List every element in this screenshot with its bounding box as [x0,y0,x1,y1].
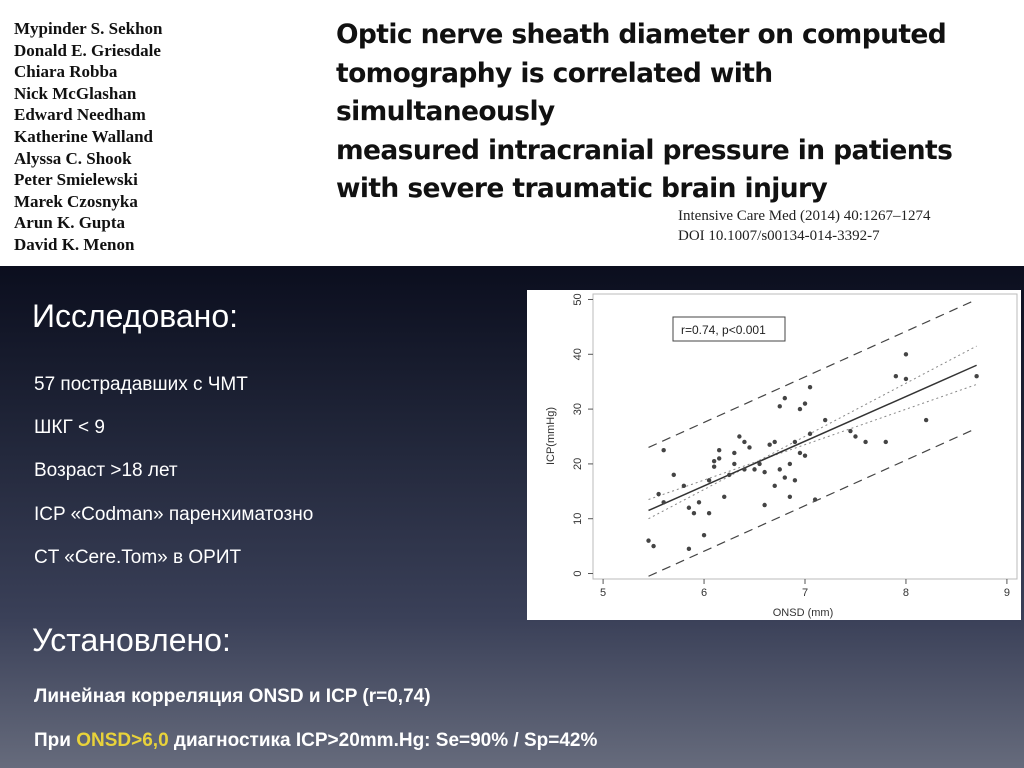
y-tick-label: 50 [572,293,584,306]
data-point [646,538,650,542]
journal-reference: Intensive Care Med (2014) 40:1267–1274 [678,208,931,224]
studied-item: ШКГ < 9 [34,417,105,438]
author-name: Arun K. Gupta [14,213,125,233]
y-axis-label: ICP(mmHg) [545,406,557,466]
y-tick-label: 30 [572,402,584,416]
data-point [813,497,817,501]
finding-suffix: диагностика ICP>20mm.Hg: Se=90% / Sp=42% [168,730,598,751]
data-point [742,440,746,444]
data-point [924,418,928,422]
x-tick-label: 6 [700,587,708,599]
data-point [752,467,756,471]
data-point [974,374,978,378]
paper-title-line: Optic nerve sheath diameter on computed [336,19,947,50]
data-point [767,443,771,447]
author-name: Nick McGlashan [14,83,137,103]
data-point [863,440,867,444]
data-point [707,478,711,482]
data-point [682,484,686,488]
paper-title-line: measured intracranial pressure in patients [336,134,953,166]
data-point [687,506,691,510]
data-point [702,533,706,537]
x-tick-label: 9 [1003,587,1010,599]
data-point [853,434,857,438]
data-point [737,434,741,438]
data-point [661,500,665,504]
finding-prefix: При [34,730,77,751]
x-axis-label: ONSD (mm) [772,607,834,619]
data-point [803,453,807,457]
data-point [717,448,721,452]
data-point [656,492,660,496]
studied-item: 57 пострадавших с ЧМТ [34,374,248,395]
y-tick-label: 20 [572,457,584,471]
data-point [798,451,802,455]
data-point [722,495,726,499]
data-point [672,473,676,477]
data-point [762,470,766,474]
studied-item: ICP «Codman» паренхиматозно [34,504,314,525]
data-point [823,418,827,422]
data-point [757,462,761,466]
y-tick-label: 0 [572,570,584,577]
data-point [762,503,766,507]
data-point [808,385,812,389]
data-point [692,511,696,515]
paper-title [336,16,996,209]
data-point [651,544,655,548]
data-point [712,464,716,468]
confidence-band-upper [649,384,977,499]
scatter-chart [527,290,1021,620]
doi: DOI 10.1007/s00134-014-3392-7 [678,228,880,244]
paper-title-line: tomography is correlated with simultaneously [336,57,773,127]
data-point [778,404,782,408]
data-point [783,396,787,400]
author-name: Donald E. Griesdale [14,40,161,60]
data-point [788,495,792,499]
studied-heading: Исследовано: [32,298,239,334]
data-point [747,445,751,449]
data-point [808,432,812,436]
data-point [712,459,716,463]
data-point [732,451,736,455]
data-point [793,478,797,482]
data-point [773,440,777,444]
data-point [697,500,701,504]
author-name: Peter Smielewski [14,170,138,190]
x-tick-label: 7 [801,587,809,599]
x-tick-label: 8 [902,587,910,599]
author-name: Chiara Robba [14,62,118,82]
data-point [773,484,777,488]
chart-svg [527,290,1021,620]
data-point [732,462,736,466]
author-name: Alyssa C. Shook [14,148,132,168]
studied-item: Возраст >18 лет [34,460,178,481]
y-tick-label: 10 [572,512,584,525]
data-point [798,407,802,411]
data-point [894,374,898,378]
data-point [727,473,731,477]
author-name: Katherine Walland [14,126,154,146]
y-tick-label: 40 [572,348,584,361]
data-point [848,429,852,433]
data-point [793,440,797,444]
data-point [803,401,807,405]
finding-diagnostic [34,730,597,752]
data-point [783,475,787,479]
data-point [904,377,908,381]
author-list [14,18,162,256]
data-point [742,467,746,471]
data-point [687,547,691,551]
finding-correlation: Линейная корреляция ONSD и ICP (r=0,74) [34,686,431,707]
author-name: David K. Menon [14,234,135,254]
confidence-band-lower [649,346,977,519]
regression-line [649,365,977,510]
data-point [778,467,782,471]
author-name: Marek Czosnyka [14,191,138,211]
correlation-annotation: r=0.74, p<0.001 [681,323,766,337]
data-point [661,448,665,452]
author-name: Edward Needham [14,105,146,125]
data-point [707,511,711,515]
data-point [717,456,721,460]
citation [678,206,930,246]
established-heading: Установлено: [32,622,231,658]
paper-title-line: with severe traumatic brain injury [336,173,828,204]
data-point [904,352,908,356]
paper-header [0,0,1024,266]
data-point [884,440,888,444]
author-name: Mypinder S. Sekhon [14,19,163,38]
x-tick-label: 5 [600,587,607,599]
data-point [788,462,792,466]
onsd-threshold-highlight: ONSD>6,0 [76,730,169,751]
studied-item: CT «Cere.Tom» в ОРИТ [34,547,242,568]
